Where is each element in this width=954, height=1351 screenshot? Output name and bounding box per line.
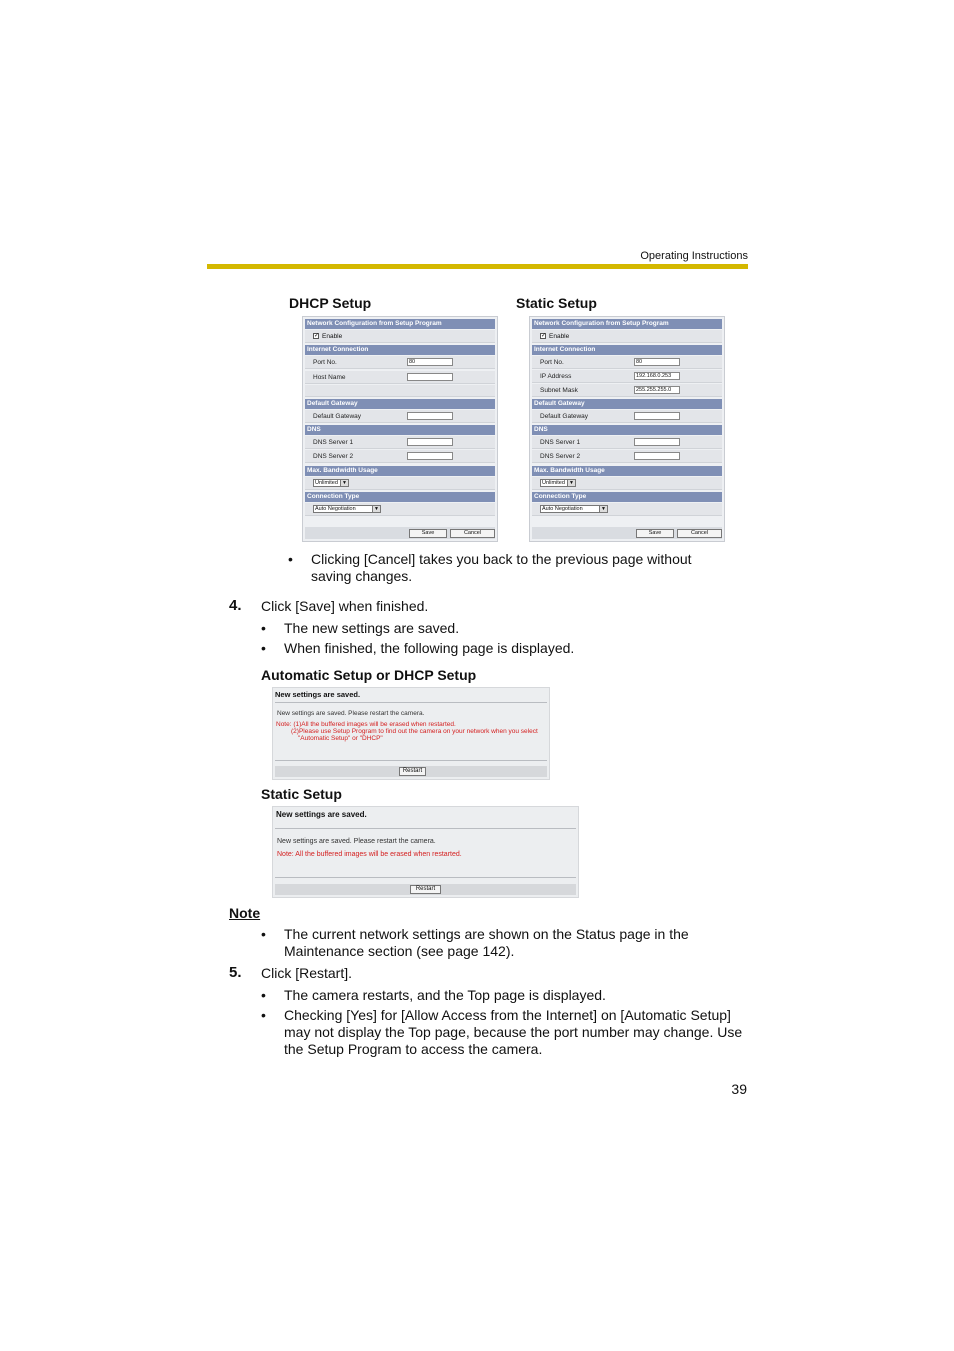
gateway-row: [532, 410, 722, 423]
host-field[interactable]: [407, 373, 453, 381]
dns1-field[interactable]: [407, 438, 453, 446]
cancel-bullet-line2: saving changes.: [311, 568, 413, 584]
save-button[interactable]: Save: [409, 529, 447, 538]
static-settings-panel: [529, 316, 725, 542]
connection-row: [532, 503, 722, 516]
bandwidth-select[interactable]: [540, 479, 576, 487]
section-dns: DNS: [532, 425, 722, 435]
cancel-button[interactable]: Cancel: [677, 529, 722, 538]
chevron-down-icon: ▼: [599, 506, 607, 512]
section-internet-connection: Internet Connection: [532, 345, 722, 355]
enable-checkbox[interactable]: ✓: [314, 333, 320, 339]
header-rule: [207, 264, 748, 269]
auto-saved-panel: [272, 687, 550, 780]
bandwidth-value: Unlimited: [542, 480, 565, 486]
note-line: Note: All the buffered images will be erased when restarted.: [277, 851, 462, 858]
enable-checkbox[interactable]: ✓: [541, 333, 547, 339]
step-4-bullet-text: The new settings are saved.: [284, 620, 460, 636]
auto-setup-heading: Automatic Setup or DHCP Setup: [261, 667, 477, 683]
dns1-row: [305, 436, 495, 449]
port-row: [305, 356, 495, 369]
bullet-dot: •: [261, 926, 266, 942]
step-5-text: Click [Restart].: [261, 965, 353, 981]
connection-value: Auto Negotiation: [542, 506, 583, 512]
note-line-1: Note: (1)All the buffered images will be erased when restarted.: [276, 721, 456, 728]
gateway-label: Default Gateway: [540, 413, 589, 420]
section-bandwidth: Max. Bandwidth Usage: [305, 466, 495, 476]
bandwidth-row: [532, 477, 722, 490]
saved-message: New settings are saved. Please restart the camera.: [277, 710, 425, 717]
dns2-field[interactable]: [634, 452, 680, 460]
step-5-bullet: [261, 987, 741, 1004]
divider: [275, 828, 576, 829]
dns1-label: DNS Server 1: [313, 439, 354, 446]
section-connection-type: Connection Type: [305, 492, 495, 502]
chevron-down-icon: ▼: [567, 480, 575, 486]
static-setup-heading: Static Setup: [516, 295, 597, 311]
cancel-bullet: [288, 551, 728, 585]
section-network-config: Network Configuration from Setup Program: [305, 319, 495, 329]
dns1-field[interactable]: [634, 438, 680, 446]
dhcp-settings-panel: [302, 316, 498, 542]
ip-row: [532, 370, 722, 383]
footer-bar: [275, 766, 547, 777]
section-bandwidth: Max. Bandwidth Usage: [532, 466, 722, 476]
static-saved-panel: [272, 806, 579, 898]
step-5-bullet-1: The camera restarts, and the Top page is displayed.: [284, 987, 606, 1003]
step-4-bullet-text: When finished, the following page is displayed.: [284, 640, 575, 656]
spacer-row: [305, 385, 495, 397]
note-bullet: [261, 926, 731, 960]
section-dns: DNS: [305, 425, 495, 435]
bullet-dot: •: [288, 551, 293, 567]
connection-value: Auto Negotiation: [315, 506, 356, 512]
page-number: 39: [731, 1081, 747, 1097]
section-default-gateway: Default Gateway: [305, 399, 495, 409]
enable-row: [305, 330, 495, 343]
gateway-row: [305, 410, 495, 423]
note-line-2: (2)Please use Setup Program to find out the camera on your network when you select: [291, 728, 538, 735]
bandwidth-row: [305, 477, 495, 490]
bullet-dot: •: [261, 987, 266, 1003]
step-4-bullet: [261, 620, 721, 637]
step-4-bullet: [261, 640, 721, 657]
divider: [275, 760, 547, 761]
save-button[interactable]: Save: [636, 529, 674, 538]
port-label: Port No.: [313, 359, 337, 366]
bullet-dot: •: [261, 640, 266, 656]
bullet-dot: •: [261, 620, 266, 636]
button-bar: [305, 527, 495, 539]
dns1-label: DNS Server 1: [540, 439, 581, 446]
dns2-label: DNS Server 2: [540, 453, 581, 460]
bullet-dot: •: [261, 1007, 266, 1023]
cancel-button[interactable]: Cancel: [450, 529, 495, 538]
step-5-bullet: [261, 1007, 751, 1058]
dhcp-setup-heading: DHCP Setup: [289, 295, 372, 311]
section-internet-connection: Internet Connection: [305, 345, 495, 355]
port-row: [532, 356, 722, 369]
host-row: [305, 371, 495, 384]
gateway-field[interactable]: [634, 412, 680, 420]
step-5-bullet-2-line1: Checking [Yes] for [Allow Access from the Internet] on [Automatic Setup]: [284, 1007, 731, 1023]
dns1-row: [532, 436, 722, 449]
step-5-number: 5.: [229, 964, 242, 981]
subnet-row: [532, 384, 722, 397]
divider: [275, 702, 547, 703]
static-saved-heading: Static Setup: [261, 786, 342, 802]
gateway-field[interactable]: [407, 412, 453, 420]
section-default-gateway: Default Gateway: [532, 399, 722, 409]
connection-select[interactable]: [540, 505, 608, 513]
restart-button[interactable]: Restart: [410, 885, 441, 894]
saved-message: New settings are saved. Please restart the camera.: [277, 838, 436, 845]
subnet-field[interactable]: 255.255.255.0: [634, 386, 680, 394]
port-label: Port No.: [540, 359, 564, 366]
step-5-bullet-2-line2: may not display the Top page, because the port number may change. Use: [284, 1024, 743, 1040]
bandwidth-value: Unlimited: [315, 480, 338, 486]
gateway-label: Default Gateway: [313, 413, 362, 420]
connection-select[interactable]: [313, 505, 381, 513]
restart-button[interactable]: Restart: [399, 767, 426, 776]
section-network-config: Network Configuration from Setup Program: [532, 319, 722, 329]
enable-label: Enable: [549, 333, 570, 340]
dns2-label: DNS Server 2: [313, 453, 354, 460]
saved-title: New settings are saved.: [276, 810, 367, 819]
ip-label: IP Address: [540, 373, 572, 380]
bandwidth-select[interactable]: [313, 479, 349, 487]
step-4-text: Click [Save] when finished.: [261, 598, 429, 614]
button-bar: [532, 527, 722, 539]
ip-field[interactable]: 192.168.0.253: [634, 372, 680, 380]
chevron-down-icon: ▼: [372, 506, 380, 512]
saved-title: New settings are saved.: [275, 690, 361, 699]
port-field[interactable]: 80: [407, 358, 453, 366]
dns2-row: [305, 450, 495, 463]
connection-row: [305, 503, 495, 516]
enable-label: Enable: [322, 333, 343, 340]
section-connection-type: Connection Type: [532, 492, 722, 502]
divider: [275, 877, 576, 878]
host-label: Host Name: [313, 374, 346, 381]
footer-bar: [275, 884, 576, 895]
note-heading: Note: [229, 905, 261, 921]
dns2-row: [532, 450, 722, 463]
step-4-number: 4.: [229, 597, 242, 614]
dns2-field[interactable]: [407, 452, 453, 460]
chevron-down-icon: ▼: [340, 480, 348, 486]
note-line-3: "Automatic Setup" or "DHCP": [298, 735, 383, 742]
port-field[interactable]: 80: [634, 358, 680, 366]
note-bullet-line2: Maintenance section (see page 142).: [284, 943, 515, 959]
header-title: Operating Instructions: [640, 250, 748, 262]
step-5-bullet-2-line3: the Setup Program to access the camera.: [284, 1041, 543, 1057]
subnet-label: Subnet Mask: [540, 387, 578, 394]
note-bullet-line1: The current network settings are shown on the Status page in the: [284, 926, 689, 942]
enable-row: [532, 330, 722, 343]
cancel-bullet-line1: Clicking [Cancel] takes you back to the previous page without: [311, 551, 692, 567]
